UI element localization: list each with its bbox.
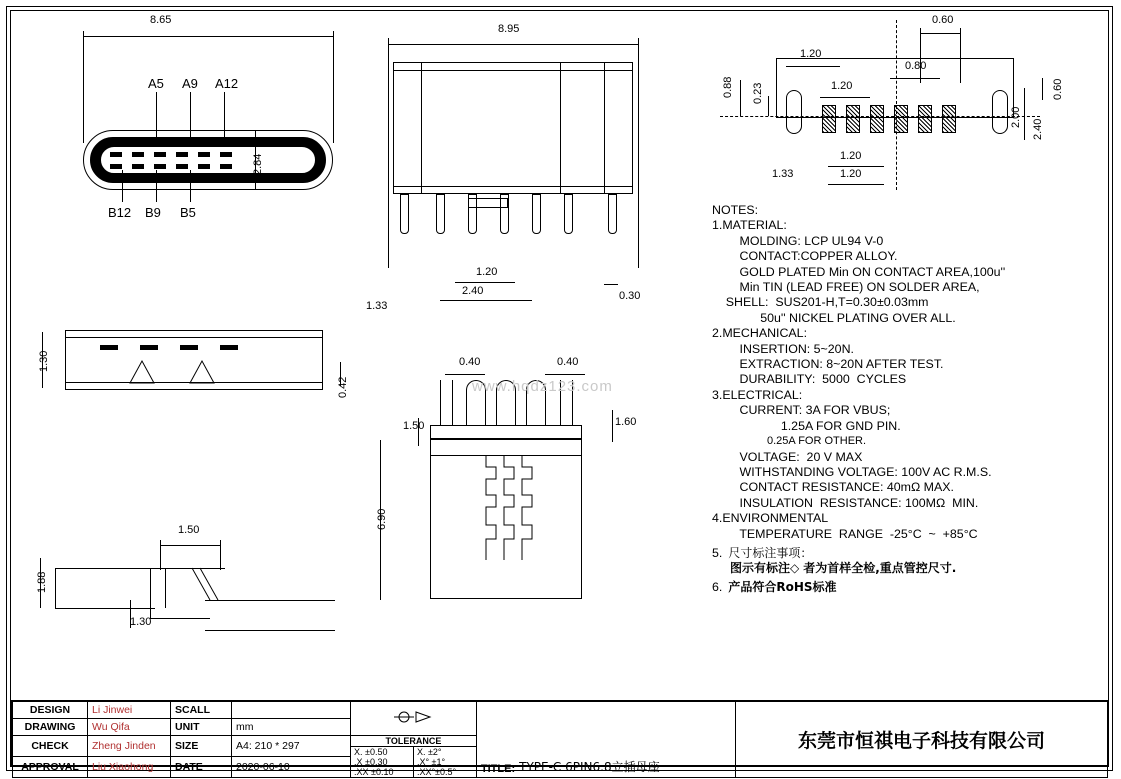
tb-field-value [232,702,351,719]
leader-b9 [156,170,157,202]
sb-finger [440,380,441,425]
pin-label-a12: A12 [215,76,239,91]
tb-role-label: APPROVAL [13,757,88,778]
detail-line-top [55,568,165,569]
note5-sub-b: 者为首样全检,重点管控尺寸. [803,561,957,576]
note-line: 2.MECHANICAL: [712,326,808,341]
title-block-table [12,701,1108,778]
note-line: MOLDING: LCP UL94 V-0 [712,233,884,248]
section-line [393,186,633,187]
extline-section-left [388,38,389,268]
projection-symbol-cell [351,702,477,736]
front-contact [220,164,232,169]
section-leg [400,194,409,234]
dim-section-240: 2.40 [462,285,484,297]
fp-signal-pad [822,105,836,133]
section-leg [608,194,617,234]
pin-label-b5: B5 [180,205,196,220]
dimline-fp-120c [828,166,884,167]
tb-field-label: UNIT [171,719,232,736]
tb-field-value: 2020-06-10 [232,757,351,778]
tolerance-entry: X. ±2° [416,747,442,757]
side-chamfer-detail [120,355,230,385]
extline-front-right [333,31,334,143]
dimline-section-240 [440,300,532,301]
dim-front-height: 2.84 [252,153,264,175]
tb-role-label: CHECK [13,736,88,757]
detail-step-v2 [150,568,151,618]
note-line: 1.MATERIAL: [712,218,787,233]
dimline-detail-a [160,545,220,546]
fp-signal-pad [846,105,860,133]
front-contact [132,152,144,157]
tb-field-value: A4: 210 * 297 [232,736,351,757]
tb-role-name: Li Jinwei [88,702,171,719]
notes-heading: NOTES: [712,203,759,217]
tb-field-label: SCALL [171,702,232,719]
section-rib [604,62,605,194]
front-contact [198,164,210,169]
pin-label-b12: B12 [108,205,132,220]
dimline-fp-023 [768,96,769,116]
dim-detail-c: 1.30 [130,616,152,628]
note-line: GOLD PLATED Min ON CONTACT AREA,100u'' [712,264,1006,279]
tolerance-entry: X. ±0.50 [354,747,388,757]
note-line: 3.ELECTRICAL: [712,387,803,402]
front-contact [176,152,188,157]
front-contact [110,164,122,169]
dim-sb-150: 1.50 [403,420,425,432]
note5-number: 5. [712,545,723,560]
tb-role-name: Liu Xiaohong [88,757,171,778]
side-contact [140,345,158,350]
leader-b5 [190,170,191,202]
first-angle-projection-icon [390,709,436,725]
extline-section-right [638,38,639,268]
tolerance-cell [351,736,477,778]
side-contact [180,345,198,350]
sb-finger [452,380,453,425]
dim-sb-160: 1.60 [615,416,637,428]
note6-number: 6. [712,579,723,594]
section-leg [436,194,445,234]
tolerance-entry: .XX°±0.5° [416,767,457,777]
dim-fp-120c: 1.20 [840,150,862,162]
tolerance-entry: .X° ±1° [416,757,446,767]
pin-label-b9: B9 [145,205,161,220]
dim-sb-040a: 0.40 [459,356,481,368]
note-line: SHELL: SUS201-H,T=0.30±0.03mm [712,295,929,310]
section-rib [560,62,561,194]
note-line: 4.ENVIRONMENTAL [712,511,829,526]
fp-mount-pad-right [992,90,1008,134]
extline-detail-a1 [160,540,161,570]
fp-signal-pad [870,105,884,133]
dim-fp-240: 2.40 [1032,118,1044,140]
section-line [393,70,633,71]
fp-signal-pad [942,105,956,133]
fp-centerline-h [720,116,1040,117]
dimline-section-030 [604,284,618,285]
front-contact [110,152,122,157]
detail-step-bottom [150,618,210,619]
dim-detail-a: 1.50 [178,524,200,536]
fp-mount-pad-left [786,90,802,134]
detail-line-bottom [55,608,155,609]
notes-block [712,203,1102,595]
note-line: VOLTAGE: 20 V MAX [712,449,863,464]
note-line: WITHSTANDING VOLTAGE: 100V AC R.M.S. [712,464,992,479]
section-crossbar [468,198,508,208]
section-leg [564,194,573,234]
note-line: CONTACT RESISTANCE: 40mΩ MAX. [712,480,954,495]
tolerance-entry: .X ±0.30 [354,757,388,767]
tb-role-label: DESIGN [13,702,88,719]
note5-text: 尺寸标注事项： [728,545,813,560]
tb-field-value: mm [232,719,351,736]
side-top-edge [65,337,323,338]
note-line: EXTRACTION: 8~20N AFTER TEST. [712,357,944,372]
note-line: 0.25A FOR OTHER. [712,435,867,448]
detail-bend [190,566,230,606]
note-line: DURABILITY: 5000 CYCLES [712,372,907,387]
tb-field-label: SIZE [171,736,232,757]
note-line: 1.25A FOR GND PIN. [712,418,901,433]
watermark: www.hqdz123.com [472,378,613,395]
detail-step-v1 [165,568,166,608]
tb-field-label: DATE [171,757,232,778]
tolerance-entry: .XX ±0.10 [354,767,394,777]
front-contact [154,152,166,157]
note-line: TEMPERATURE RANGE -25°C ~ +85°C [712,526,978,541]
side-contact [220,345,238,350]
leader-b12 [122,170,123,202]
front-cavity [100,146,316,174]
dim-section-030: 0.30 [619,290,641,302]
dim-fp-060-top: 0.60 [932,14,954,26]
dim-fp-080: 0.80 [905,60,927,72]
tb-role-name: Zheng Jinden [88,736,171,757]
dimline-fp-060-right [1042,78,1043,100]
front-contact [154,164,166,169]
dim-detail-b: 1.88 [36,571,48,593]
dimline-fp-120d [828,184,884,185]
fp-centerline-v [896,20,897,190]
title-cell [476,702,735,778]
dim-sb-690: 6.90 [376,508,388,530]
sb-top-plate [430,425,582,439]
section-leg [532,194,541,234]
section-rib [421,62,422,194]
note6-text: 产品符合RoHS标准 [728,579,837,594]
dimline-sb-040a [445,374,485,375]
tolerance-header: TOLERANCE [351,736,476,747]
section-body [393,62,633,194]
front-contact [198,152,210,157]
side-contact [100,345,118,350]
dimline-sb-040b [545,374,585,375]
note-line: 50u'' NICKEL PLATING OVER ALL. [712,310,956,325]
dimline-section-120 [455,282,515,283]
title-label: TITLE: [480,763,516,775]
dimline-fp-240 [1024,88,1025,140]
dim-fp-023: 0.23 [752,82,764,104]
dim-fp-120d: 1.20 [840,168,862,180]
front-contact [132,164,144,169]
note-line: INSERTION: 5~20N. [712,341,854,356]
extline-front-left [83,31,84,143]
detail-line-left [55,568,56,608]
note-line: INSULATION RESISTANCE: 100MΩ MIN. [712,495,979,510]
dim-sb-040b: 0.40 [557,356,579,368]
note-line: CONTACT:COPPER ALLOY. [712,249,898,264]
title-block [11,700,1109,777]
dimline-section-width [388,44,638,45]
dim-fp-120a: 1.20 [800,48,822,60]
company-name: 东莞市恒祺电子科技有限公司 [797,730,1045,752]
note-line: Min TIN (LEAD FREE) ON SOLDER AREA, [712,280,980,295]
sb-contacts [480,455,540,565]
dim-section-133: 1.33 [366,300,388,312]
title-value: TYPE-C 6PIN6.8立插母座 [519,760,660,774]
pin-label-a5: A5 [148,76,164,91]
fp-signal-pad [918,105,932,133]
dimline-front-width [83,36,333,37]
note5-sub-a: 图示有标注◇ [730,561,800,576]
dim-section-120: 1.20 [476,266,498,278]
table-row [13,702,1108,719]
dim-fp-133: 1.33 [772,168,794,180]
dim-side-height: 1.30 [38,350,50,372]
tb-role-label: DRAWING [13,719,88,736]
dim-section-width: 8.95 [498,23,520,35]
dimline-fp-060-top [920,33,960,34]
dim-fp-060-right: 0.60 [1052,78,1064,100]
dim-fp-200: 2.00 [1010,106,1022,128]
dim-fp-120b: 1.20 [831,80,853,92]
pin-label-a9: A9 [182,76,198,91]
front-contact [220,152,232,157]
front-contact [176,164,188,169]
tb-role-name: Wu Qifa [88,719,171,736]
company-cell [735,702,1107,778]
dimline-fp-088 [740,80,741,116]
note-line: CURRENT: 3A FOR VBUS; [712,403,891,418]
dim-side-small: 0.42 [337,376,349,398]
dimline-sb-160 [612,410,613,442]
dim-fp-088: 0.88 [722,76,734,98]
dim-front-width: 8.65 [150,14,172,26]
detail-long-bottom [205,630,335,631]
